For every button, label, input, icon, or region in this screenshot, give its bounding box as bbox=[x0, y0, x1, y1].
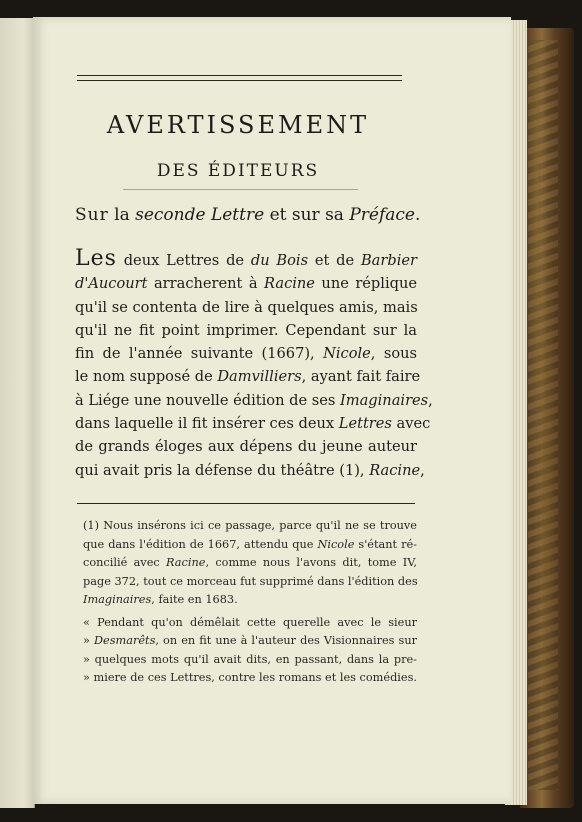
body-line: de grands éloges aux dépens du jeune auteur bbox=[75, 438, 417, 456]
footnote-line: (1) Nous insérons ici ce passage, parce qu'il ne se trouve bbox=[83, 519, 417, 532]
note-italic-run: Racine bbox=[166, 556, 206, 569]
body-text-run: une réplique bbox=[314, 275, 417, 293]
note-text-run: , on en fit une à l'auteur des Visionnaires sur bbox=[155, 634, 417, 647]
body-text-run: , ayant fait faire bbox=[301, 368, 421, 386]
top-double-rule bbox=[77, 75, 402, 81]
body-italic-run: Racine bbox=[264, 275, 315, 293]
body-line bbox=[75, 365, 421, 388]
note-text-run: , faite en 1683. bbox=[151, 593, 238, 606]
footnote-line bbox=[83, 591, 417, 610]
page-title: AVERTISSEMENT bbox=[106, 111, 370, 139]
heading-prefix: Sur bbox=[75, 205, 109, 225]
facing-page-edge bbox=[0, 18, 35, 808]
note-italic-run: Nicole bbox=[317, 537, 355, 551]
body-line bbox=[75, 389, 433, 412]
heading-text: la bbox=[108, 205, 136, 225]
body-text-run: à Liége une nouvelle édition de ses bbox=[75, 391, 340, 409]
note-text-run: , comme nous l'avons dit, tome IV, bbox=[205, 556, 417, 569]
footnotes bbox=[83, 517, 417, 688]
heading-text: et sur sa bbox=[264, 205, 350, 225]
note-text-run: » bbox=[83, 634, 94, 647]
body-text-run: avec bbox=[391, 415, 431, 433]
heading-text: . bbox=[414, 205, 421, 225]
body-line bbox=[75, 342, 417, 365]
body-text-run: arracherent à bbox=[147, 275, 265, 293]
body-italic-run: Nicole bbox=[323, 345, 371, 363]
body-line: qu'il ne fit point imprimer. Cependant sur la bbox=[75, 321, 417, 339]
footnote-rule bbox=[77, 503, 415, 504]
body-text-run: et de bbox=[308, 252, 361, 269]
drop-cap: Les bbox=[75, 246, 117, 271]
note-italic-run: Imaginaires bbox=[83, 593, 152, 606]
body-text-run: fin de l'année suivante (1667), bbox=[75, 345, 324, 363]
body-italic-run: Barbier bbox=[360, 252, 417, 269]
body-line: qu'il se contenta de lire à quelques amis, mais bbox=[75, 298, 418, 316]
note-text-run: s'étant ré- bbox=[354, 537, 417, 551]
body-italic-run: Damvilliers bbox=[217, 368, 302, 386]
footnote-line: » miere de ces Lettres, contre les romans et les comédies. bbox=[83, 671, 417, 684]
note-text-run: concilié avec bbox=[83, 556, 167, 569]
body-line bbox=[75, 459, 425, 482]
body-italic-run: du Bois bbox=[250, 252, 309, 269]
section-heading bbox=[75, 205, 420, 225]
body-text-run: le nom supposé de bbox=[75, 368, 218, 386]
footnote-line: « Pendant qu'on démêlait cette querelle avec le sieur bbox=[83, 615, 417, 629]
heading-italic: Préface bbox=[349, 205, 415, 225]
body-italic-run: Racine bbox=[369, 461, 421, 479]
body-italic-run: Imaginaires bbox=[339, 391, 429, 409]
body-line bbox=[75, 412, 431, 435]
body-text-run: , bbox=[428, 391, 433, 409]
body-text-run: deux Lettres de bbox=[116, 252, 251, 269]
note-italic-run: Desmarêts bbox=[93, 634, 156, 647]
footnote-line bbox=[83, 536, 417, 555]
title-divider bbox=[123, 189, 358, 190]
body-text-run: , bbox=[420, 461, 425, 479]
footnote-line: page 372, tout ce morceau fut supprimé dans l'édition des bbox=[83, 574, 418, 588]
marbled-cover-pattern bbox=[528, 40, 558, 790]
body-italic-run: Lettres bbox=[338, 415, 392, 433]
body-line bbox=[75, 272, 417, 295]
body-italic-run: d'Aucourt bbox=[75, 275, 148, 293]
page-subtitle: DES ÉDITEURS bbox=[156, 161, 320, 181]
footnote-line: » quelques mots qu'il avait dits, en passant, dans la pre- bbox=[83, 652, 417, 666]
body-text bbox=[75, 246, 433, 482]
note-text-run: que dans l'édition de 1667, attendu que bbox=[83, 537, 318, 551]
footnote-line bbox=[83, 554, 417, 573]
body-text-run: dans laquelle il fit insérer ces deux bbox=[75, 415, 339, 433]
body-text-run: qui avait pris la défense du théâtre (1), bbox=[75, 461, 370, 479]
footnote-line bbox=[83, 632, 417, 651]
heading-italic: seconde Lettre bbox=[135, 205, 265, 225]
book-page bbox=[33, 17, 511, 804]
body-text-run: , sous bbox=[370, 345, 417, 363]
body-line bbox=[75, 247, 417, 272]
